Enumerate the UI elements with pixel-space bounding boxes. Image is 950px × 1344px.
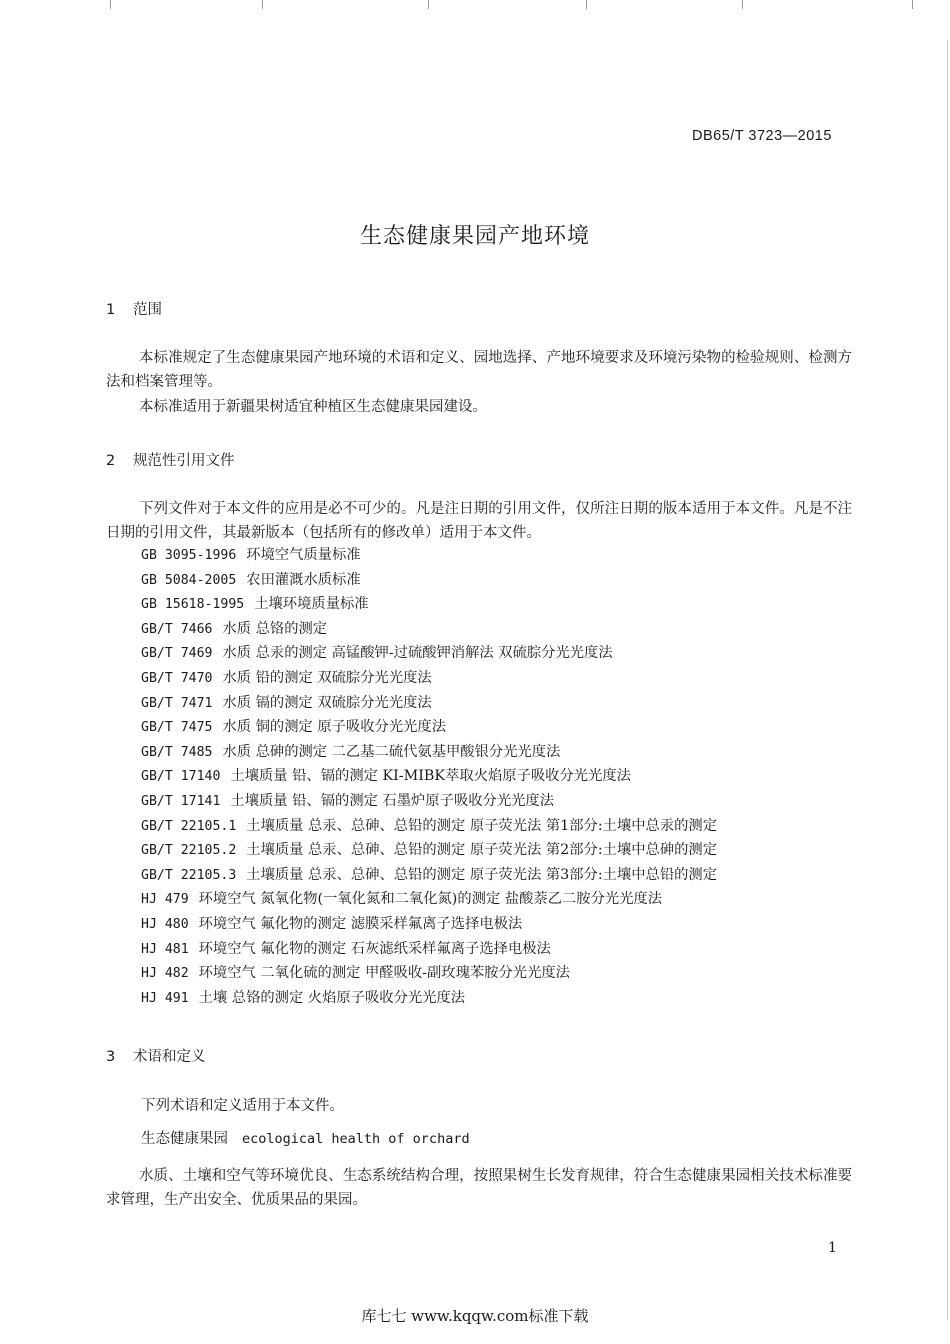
scan-mark [428, 0, 429, 9]
term-english: ecological health of orchard [242, 1131, 470, 1147]
reference-list [141, 543, 717, 1010]
reference-item [141, 568, 717, 593]
term-definition: 水质、土壤和空气等环境优良、生态系统结构合理，按照果树生长发育规律，符合生态健康果园相关技术标准要求管理，生产出安全、优质果品的果园。 [106, 1168, 852, 1208]
section-number: 2 [106, 453, 116, 469]
scan-mark [262, 0, 263, 9]
terms-intro: 下列术语和定义适用于本文件。 [141, 1098, 344, 1114]
reference-title: 农田灌溉水质标准 [246, 571, 361, 588]
section-title: 术语和定义 [133, 1049, 206, 1065]
reference-item [141, 887, 717, 912]
section-number: 1 [106, 302, 116, 318]
reference-item [141, 641, 717, 666]
reference-item [141, 691, 717, 716]
reference-item [141, 838, 717, 863]
reference-title: 水质 铜的测定 原子吸收分光光度法 [222, 719, 447, 736]
reference-title: 水质 总砷的测定 二乙基二硫代氨基甲酸银分光光度法 [222, 743, 561, 760]
document-code: DB65/T 3723—2015 [692, 128, 832, 144]
reference-title: 水质 铅的测定 双硫腙分光光度法 [222, 669, 432, 686]
reference-title: 土壤质量 总汞、总砷、总铅的测定 原子荧光法 第1部分:土壤中总汞的测定 [246, 817, 718, 834]
page-number: 1 [828, 1240, 837, 1256]
reference-code: GB/T 17141 [141, 793, 221, 809]
reference-item [141, 912, 717, 937]
reference-code: HJ 481 [141, 941, 189, 957]
scope-paragraph: 本标准规定了生态健康果园产地环境的术语和定义、园地选择、产地环境要求及环境污染物的检验规则、检测方法和档案管理等。 [106, 350, 852, 390]
section-heading-references [106, 449, 235, 470]
reference-title: 土壤质量 总汞、总砷、总铅的测定 原子荧光法 第3部分:土壤中总铅的测定 [246, 866, 718, 883]
term-chinese: 生态健康果园 [141, 1131, 228, 1147]
reference-title: 土壤 总铬的测定 火焰原子吸收分光光度法 [198, 989, 466, 1006]
section-title: 规范性引用文件 [133, 453, 235, 469]
reference-title: 水质 总汞的测定 高锰酸钾-过硫酸钾消解法 双硫腙分光光度法 [222, 645, 613, 662]
references-intro: 下列文件对于本文件的应用是必不可少的。凡是注日期的引用文件，仅所注日期的版本适用于本文件。凡是不注日期的引用文件，其最新版本（包括所有的修改单）适用于本文件。 [106, 501, 852, 541]
reference-title: 土壤质量 铅、镉的测定 KI-MIBK萃取火焰原子吸收分光光度法 [230, 768, 631, 785]
section-heading-terms [106, 1045, 206, 1066]
reference-item [141, 592, 717, 617]
reference-code: GB/T 7470 [141, 670, 213, 686]
reference-title: 环境空气 氟化物的测定 石灰滤纸采样氟离子选择电极法 [198, 940, 551, 957]
reference-item [141, 789, 717, 814]
reference-item [141, 715, 717, 740]
reference-item [141, 961, 717, 986]
reference-code: GB/T 7471 [141, 695, 213, 711]
reference-code: HJ 480 [141, 916, 189, 932]
reference-title: 土壤质量 铅、镉的测定 石墨炉原子吸收分光光度法 [230, 792, 555, 809]
section-heading-scope [106, 298, 162, 319]
reference-title: 环境空气 氟化物的测定 滤膜采样氟离子选择电极法 [198, 915, 523, 932]
reference-title: 水质 总铬的测定 [222, 620, 328, 637]
reference-item [141, 740, 717, 765]
reference-code: GB 15618-1995 [141, 597, 245, 613]
reference-code: HJ 482 [141, 966, 189, 982]
reference-code: GB/T 22105.3 [141, 867, 237, 883]
term-entry [141, 1127, 470, 1148]
reference-title: 水质 镉的测定 双硫腙分光光度法 [222, 694, 432, 711]
reference-code: GB/T 7469 [141, 646, 213, 662]
reference-item [141, 617, 717, 642]
reference-title: 土壤环境质量标准 [254, 596, 369, 613]
reference-code: GB/T 22105.2 [141, 843, 237, 859]
reference-title: 环境空气 氮氧化物(一氧化氮和二氧化氮)的测定 盐酸萘乙二胺分光光度法 [198, 891, 663, 908]
reference-code: GB 3095-1996 [141, 548, 237, 563]
reference-code: HJ 491 [141, 990, 189, 1006]
reference-item [141, 986, 717, 1011]
reference-title: 土壤质量 总汞、总砷、总铅的测定 原子荧光法 第2部分:土壤中总砷的测定 [246, 842, 718, 859]
section-number: 3 [106, 1049, 116, 1065]
reference-title: 环境空气 二氧化硫的测定 甲醛吸收-副玫瑰苯胺分光光度法 [198, 965, 570, 982]
scan-mark [586, 0, 587, 9]
reference-item [141, 666, 717, 691]
reference-item [141, 937, 717, 962]
scope-paragraph: 本标准适用于新疆果树适宜种植区生态健康果园建设。 [139, 399, 487, 415]
reference-code: GB/T 22105.1 [141, 818, 237, 834]
reference-item [141, 764, 717, 789]
reference-code: GB/T 7466 [141, 621, 213, 637]
reference-code: GB/T 17140 [141, 769, 221, 785]
footer-watermark: 库七七 www.kqqw.com标准下载 [361, 1307, 589, 1325]
section-title: 范围 [133, 302, 162, 318]
reference-code: GB/T 7485 [141, 744, 213, 760]
reference-title: 环境空气质量标准 [246, 547, 361, 563]
reference-item [141, 863, 717, 888]
reference-code: HJ 479 [141, 892, 189, 908]
reference-item [141, 543, 717, 568]
reference-item [141, 814, 717, 839]
page-title: 生态健康果园产地环境 [359, 224, 590, 249]
reference-code: GB/T 7475 [141, 720, 213, 736]
reference-code: GB 5084-2005 [141, 572, 237, 588]
scan-mark [742, 0, 743, 9]
scan-mark [110, 0, 111, 9]
scan-mark [912, 0, 913, 9]
